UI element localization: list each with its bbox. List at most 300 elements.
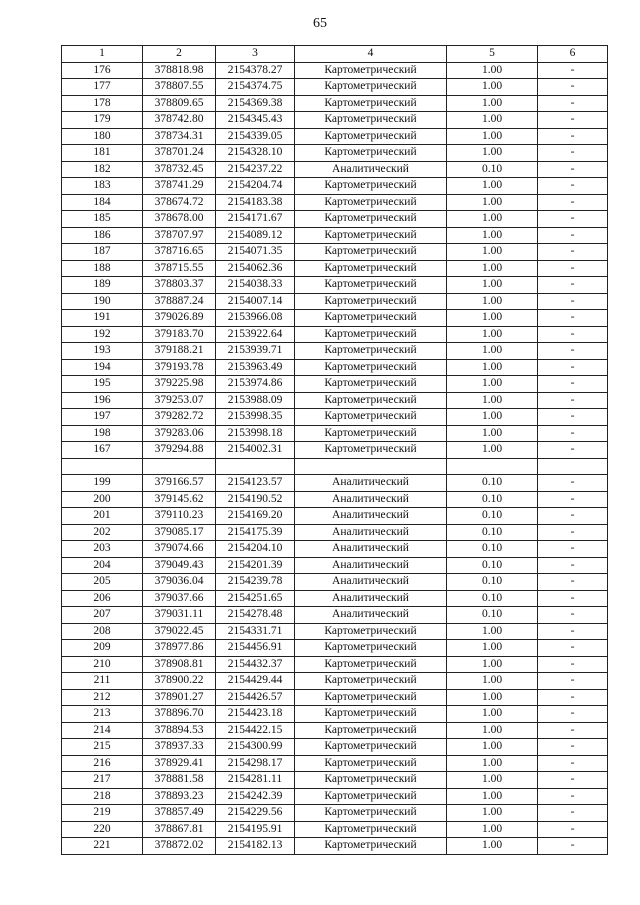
x-coordinate-cell: 378678.00: [143, 211, 216, 228]
x-coordinate-cell: 378809.65: [143, 95, 216, 112]
note-cell: -: [538, 211, 608, 228]
x-coordinate-cell: 379145.62: [143, 491, 216, 508]
accuracy-cell: 0.10: [447, 590, 538, 607]
note-cell: -: [538, 656, 608, 673]
point-number-cell: 194: [62, 359, 143, 376]
note-cell: -: [538, 425, 608, 442]
x-coordinate-cell: 379183.70: [143, 326, 216, 343]
y-coordinate-cell: 2153974.86: [216, 376, 295, 393]
x-coordinate-cell: 378894.53: [143, 722, 216, 739]
y-coordinate-cell: 2153998.35: [216, 409, 295, 426]
note-cell: -: [538, 260, 608, 277]
note-cell: -: [538, 475, 608, 492]
method-cell: [295, 458, 447, 475]
point-number-cell: 199: [62, 475, 143, 492]
note-cell: -: [538, 722, 608, 739]
point-number-cell: 209: [62, 640, 143, 657]
point-number-cell: 211: [62, 673, 143, 690]
x-coordinate-cell: 379074.66: [143, 541, 216, 558]
table-row: [62, 574, 608, 591]
y-coordinate-cell: 2154429.44: [216, 673, 295, 690]
method-cell: Картометрический: [295, 772, 447, 789]
method-cell: Картометрический: [295, 442, 447, 459]
method-cell: Картометрический: [295, 227, 447, 244]
x-coordinate-cell: 378937.33: [143, 739, 216, 756]
method-cell: Аналитический: [295, 574, 447, 591]
y-coordinate-cell: 2154002.31: [216, 442, 295, 459]
x-coordinate-cell: 379037.66: [143, 590, 216, 607]
table-row: [62, 425, 608, 442]
table-row: [62, 590, 608, 607]
method-cell: Аналитический: [295, 508, 447, 525]
point-number-cell: 220: [62, 821, 143, 838]
note-cell: -: [538, 112, 608, 129]
point-number-cell: 206: [62, 590, 143, 607]
table-row: [62, 359, 608, 376]
x-coordinate-cell: 379253.07: [143, 392, 216, 409]
method-cell: Картометрический: [295, 656, 447, 673]
y-coordinate-cell: 2153988.09: [216, 392, 295, 409]
note-cell: -: [538, 821, 608, 838]
note-cell: -: [538, 640, 608, 657]
note-cell: -: [538, 524, 608, 541]
accuracy-cell: 0.10: [447, 508, 538, 525]
method-cell: Картометрический: [295, 623, 447, 640]
y-coordinate-cell: 2154123.57: [216, 475, 295, 492]
x-coordinate-cell: 379283.06: [143, 425, 216, 442]
point-number-cell: 195: [62, 376, 143, 393]
accuracy-cell: 1.00: [447, 310, 538, 327]
table-row: [62, 623, 608, 640]
accuracy-cell: 1.00: [447, 392, 538, 409]
method-cell: Картометрический: [295, 425, 447, 442]
note-cell: -: [538, 623, 608, 640]
accuracy-cell: 1.00: [447, 194, 538, 211]
y-coordinate-cell: 2153922.64: [216, 326, 295, 343]
x-coordinate-cell: 378881.58: [143, 772, 216, 789]
point-number-cell: 178: [62, 95, 143, 112]
x-coordinate-cell: 379225.98: [143, 376, 216, 393]
method-cell: Аналитический: [295, 161, 447, 178]
accuracy-cell: 1.00: [447, 623, 538, 640]
accuracy-cell: 1.00: [447, 640, 538, 657]
column-header: 6: [538, 46, 608, 63]
method-cell: Картометрический: [295, 62, 447, 79]
y-coordinate-cell: 2154423.18: [216, 706, 295, 723]
y-coordinate-cell: 2153939.71: [216, 343, 295, 360]
method-cell: Картометрический: [295, 409, 447, 426]
point-number-cell: 200: [62, 491, 143, 508]
table-row: [62, 673, 608, 690]
accuracy-cell: 0.10: [447, 557, 538, 574]
accuracy-cell: 1.00: [447, 755, 538, 772]
y-coordinate-cell: 2154251.65: [216, 590, 295, 607]
x-coordinate-cell: 378867.81: [143, 821, 216, 838]
table-row: [62, 689, 608, 706]
note-cell: -: [538, 161, 608, 178]
method-cell: Картометрический: [295, 739, 447, 756]
table-row: [62, 821, 608, 838]
table-row: [62, 640, 608, 657]
y-coordinate-cell: 2154369.38: [216, 95, 295, 112]
method-cell: Картометрический: [295, 673, 447, 690]
note-cell: -: [538, 326, 608, 343]
method-cell: Аналитический: [295, 524, 447, 541]
note-cell: -: [538, 244, 608, 261]
x-coordinate-cell: 378893.23: [143, 788, 216, 805]
accuracy-cell: 1.00: [447, 244, 538, 261]
table-row: [62, 739, 608, 756]
point-number-cell: 202: [62, 524, 143, 541]
x-coordinate-cell: 378908.81: [143, 656, 216, 673]
note-cell: -: [538, 541, 608, 558]
x-coordinate-cell: 379193.78: [143, 359, 216, 376]
note-cell: -: [538, 62, 608, 79]
table-row: [62, 524, 608, 541]
method-cell: Картометрический: [295, 392, 447, 409]
x-coordinate-cell: 379049.43: [143, 557, 216, 574]
method-cell: Картометрический: [295, 376, 447, 393]
note-cell: -: [538, 79, 608, 96]
table-row: [62, 838, 608, 855]
point-number-cell: 191: [62, 310, 143, 327]
note-cell: -: [538, 689, 608, 706]
y-coordinate-cell: 2154456.91: [216, 640, 295, 657]
y-coordinate-cell: 2154204.74: [216, 178, 295, 195]
point-number-cell: 213: [62, 706, 143, 723]
method-cell: Картометрический: [295, 79, 447, 96]
note-cell: [538, 458, 608, 475]
accuracy-cell: 1.00: [447, 772, 538, 789]
point-number-cell: 185: [62, 211, 143, 228]
accuracy-cell: 1.00: [447, 343, 538, 360]
method-cell: Аналитический: [295, 491, 447, 508]
accuracy-cell: 1.00: [447, 79, 538, 96]
y-coordinate-cell: 2154229.56: [216, 805, 295, 822]
table-row: [62, 772, 608, 789]
y-coordinate-cell: 2154300.99: [216, 739, 295, 756]
point-number-cell: 196: [62, 392, 143, 409]
method-cell: Картометрический: [295, 145, 447, 162]
x-coordinate-cell: 378707.97: [143, 227, 216, 244]
method-cell: Картометрический: [295, 211, 447, 228]
point-number-cell: 177: [62, 79, 143, 96]
accuracy-cell: 1.00: [447, 211, 538, 228]
note-cell: -: [538, 607, 608, 624]
y-coordinate-cell: 2154298.17: [216, 755, 295, 772]
accuracy-cell: 1.00: [447, 788, 538, 805]
table-row: [62, 310, 608, 327]
method-cell: Картометрический: [295, 95, 447, 112]
method-cell: Аналитический: [295, 475, 447, 492]
note-cell: -: [538, 392, 608, 409]
x-coordinate-cell: 378929.41: [143, 755, 216, 772]
table-row: [62, 491, 608, 508]
table-row: [62, 62, 608, 79]
table-row: [62, 244, 608, 261]
table-row: [62, 607, 608, 624]
note-cell: -: [538, 227, 608, 244]
point-number-cell: 207: [62, 607, 143, 624]
table-row: [62, 475, 608, 492]
point-number-cell: 219: [62, 805, 143, 822]
y-coordinate-cell: 2154062.36: [216, 260, 295, 277]
note-cell: -: [538, 442, 608, 459]
table-row: [62, 442, 608, 459]
point-number-cell: 180: [62, 128, 143, 145]
x-coordinate-cell: 378732.45: [143, 161, 216, 178]
table-row: [62, 326, 608, 343]
accuracy-cell: 1.00: [447, 821, 538, 838]
y-coordinate-cell: 2154242.39: [216, 788, 295, 805]
accuracy-cell: 1.00: [447, 689, 538, 706]
point-number-cell: 190: [62, 293, 143, 310]
x-coordinate-cell: 379085.17: [143, 524, 216, 541]
column-header: 4: [295, 46, 447, 63]
accuracy-cell: 1.00: [447, 409, 538, 426]
note-cell: -: [538, 788, 608, 805]
point-number-cell: 176: [62, 62, 143, 79]
x-coordinate-cell: 378734.31: [143, 128, 216, 145]
table-row: [62, 805, 608, 822]
method-cell: Картометрический: [295, 310, 447, 327]
point-number-cell: 198: [62, 425, 143, 442]
note-cell: -: [538, 376, 608, 393]
note-cell: -: [538, 673, 608, 690]
y-coordinate-cell: 2154278.48: [216, 607, 295, 624]
accuracy-cell: 1.00: [447, 145, 538, 162]
note-cell: -: [538, 343, 608, 360]
method-cell: Аналитический: [295, 590, 447, 607]
y-coordinate-cell: [216, 458, 295, 475]
y-coordinate-cell: 2154426.57: [216, 689, 295, 706]
y-coordinate-cell: 2153998.18: [216, 425, 295, 442]
accuracy-cell: [447, 458, 538, 475]
accuracy-cell: 1.00: [447, 227, 538, 244]
point-number-cell: 182: [62, 161, 143, 178]
note-cell: -: [538, 557, 608, 574]
point-number-cell: 205: [62, 574, 143, 591]
y-coordinate-cell: 2154374.75: [216, 79, 295, 96]
method-cell: Картометрический: [295, 689, 447, 706]
accuracy-cell: 1.00: [447, 722, 538, 739]
y-coordinate-cell: 2154182.13: [216, 838, 295, 855]
method-cell: Картометрический: [295, 722, 447, 739]
point-number-cell: 204: [62, 557, 143, 574]
y-coordinate-cell: 2154331.71: [216, 623, 295, 640]
x-coordinate-cell: 379036.04: [143, 574, 216, 591]
point-number-cell: 193: [62, 343, 143, 360]
table-row: [62, 95, 608, 112]
x-coordinate-cell: 378715.55: [143, 260, 216, 277]
point-number-cell: 179: [62, 112, 143, 129]
accuracy-cell: 1.00: [447, 376, 538, 393]
y-coordinate-cell: 2154190.52: [216, 491, 295, 508]
method-cell: Картометрический: [295, 706, 447, 723]
method-cell: Картометрический: [295, 788, 447, 805]
method-cell: Картометрический: [295, 260, 447, 277]
method-cell: Картометрический: [295, 128, 447, 145]
point-number-cell: 217: [62, 772, 143, 789]
y-coordinate-cell: 2154204.10: [216, 541, 295, 558]
accuracy-cell: 1.00: [447, 326, 538, 343]
point-number-cell: 203: [62, 541, 143, 558]
accuracy-cell: 0.10: [447, 541, 538, 558]
note-cell: -: [538, 574, 608, 591]
point-number-cell: 167: [62, 442, 143, 459]
x-coordinate-cell: 378977.86: [143, 640, 216, 657]
note-cell: -: [538, 491, 608, 508]
note-cell: -: [538, 359, 608, 376]
y-coordinate-cell: 2154183.38: [216, 194, 295, 211]
note-cell: -: [538, 194, 608, 211]
table-row: [62, 656, 608, 673]
note-cell: -: [538, 805, 608, 822]
y-coordinate-cell: 2154201.39: [216, 557, 295, 574]
method-cell: Аналитический: [295, 607, 447, 624]
point-number-cell: 189: [62, 277, 143, 294]
y-coordinate-cell: 2154071.35: [216, 244, 295, 261]
point-number-cell: 184: [62, 194, 143, 211]
y-coordinate-cell: 2154281.11: [216, 772, 295, 789]
method-cell: Картометрический: [295, 838, 447, 855]
method-cell: Картометрический: [295, 326, 447, 343]
accuracy-cell: 1.00: [447, 425, 538, 442]
method-cell: Картометрический: [295, 359, 447, 376]
point-number-cell: [62, 458, 143, 475]
point-number-cell: 215: [62, 739, 143, 756]
y-coordinate-cell: 2154432.37: [216, 656, 295, 673]
table-row: [62, 706, 608, 723]
x-coordinate-cell: 379022.45: [143, 623, 216, 640]
table-row: [62, 508, 608, 525]
x-coordinate-cell: 378742.80: [143, 112, 216, 129]
table-row: [62, 194, 608, 211]
note-cell: -: [538, 178, 608, 195]
method-cell: Картометрический: [295, 821, 447, 838]
x-coordinate-cell: 378674.72: [143, 194, 216, 211]
accuracy-cell: 1.00: [447, 128, 538, 145]
x-coordinate-cell: [143, 458, 216, 475]
table-row: [62, 376, 608, 393]
accuracy-cell: 1.00: [447, 706, 538, 723]
note-cell: -: [538, 145, 608, 162]
point-number-cell: 221: [62, 838, 143, 855]
table-row: [62, 227, 608, 244]
page-number: 65: [313, 16, 327, 31]
y-coordinate-cell: 2154089.12: [216, 227, 295, 244]
x-coordinate-cell: 379166.57: [143, 475, 216, 492]
point-number-cell: 212: [62, 689, 143, 706]
x-coordinate-cell: 379110.23: [143, 508, 216, 525]
method-cell: Аналитический: [295, 557, 447, 574]
x-coordinate-cell: 379031.11: [143, 607, 216, 624]
point-number-cell: 210: [62, 656, 143, 673]
method-cell: Картометрический: [295, 194, 447, 211]
accuracy-cell: 1.00: [447, 178, 538, 195]
y-coordinate-cell: 2153963.49: [216, 359, 295, 376]
accuracy-cell: 0.10: [447, 491, 538, 508]
accuracy-cell: 0.10: [447, 574, 538, 591]
y-coordinate-cell: 2154237.22: [216, 161, 295, 178]
y-coordinate-cell: 2154345.43: [216, 112, 295, 129]
x-coordinate-cell: 379294.88: [143, 442, 216, 459]
table-row: [62, 788, 608, 805]
table-row: [62, 343, 608, 360]
note-cell: -: [538, 508, 608, 525]
accuracy-cell: 1.00: [447, 95, 538, 112]
x-coordinate-cell: 378872.02: [143, 838, 216, 855]
note-cell: -: [538, 277, 608, 294]
note-cell: -: [538, 590, 608, 607]
x-coordinate-cell: 378818.98: [143, 62, 216, 79]
column-header: 3: [216, 46, 295, 63]
accuracy-cell: 1.00: [447, 359, 538, 376]
table-row: [62, 557, 608, 574]
table-row: [62, 541, 608, 558]
column-header: 2: [143, 46, 216, 63]
note-cell: -: [538, 95, 608, 112]
table-row: [62, 145, 608, 162]
table-row: [62, 277, 608, 294]
method-cell: Картометрический: [295, 244, 447, 261]
note-cell: -: [538, 128, 608, 145]
point-number-cell: 188: [62, 260, 143, 277]
point-number-cell: 208: [62, 623, 143, 640]
point-number-cell: 192: [62, 326, 143, 343]
x-coordinate-cell: 378900.22: [143, 673, 216, 690]
note-cell: -: [538, 739, 608, 756]
coordinates-table: [61, 45, 608, 855]
point-number-cell: 201: [62, 508, 143, 525]
method-cell: Аналитический: [295, 541, 447, 558]
point-number-cell: 186: [62, 227, 143, 244]
method-cell: Картометрический: [295, 343, 447, 360]
point-number-cell: 183: [62, 178, 143, 195]
x-coordinate-cell: 378896.70: [143, 706, 216, 723]
column-header: 5: [447, 46, 538, 63]
column-header: 1: [62, 46, 143, 63]
table-row: [62, 409, 608, 426]
note-cell: -: [538, 310, 608, 327]
y-coordinate-cell: 2154328.10: [216, 145, 295, 162]
y-coordinate-cell: 2154339.05: [216, 128, 295, 145]
note-cell: -: [538, 409, 608, 426]
table-row: [62, 79, 608, 96]
x-coordinate-cell: 378803.37: [143, 277, 216, 294]
table-body: [62, 62, 608, 854]
point-number-cell: 214: [62, 722, 143, 739]
y-coordinate-cell: 2154007.14: [216, 293, 295, 310]
y-coordinate-cell: 2154422.15: [216, 722, 295, 739]
table-row: [62, 722, 608, 739]
y-coordinate-cell: 2154175.39: [216, 524, 295, 541]
method-cell: Картометрический: [295, 805, 447, 822]
x-coordinate-cell: 379026.89: [143, 310, 216, 327]
table-row: [62, 211, 608, 228]
table-row: [62, 755, 608, 772]
accuracy-cell: 1.00: [447, 293, 538, 310]
accuracy-cell: 1.00: [447, 739, 538, 756]
table-row: [62, 392, 608, 409]
accuracy-cell: 0.10: [447, 524, 538, 541]
accuracy-cell: 0.10: [447, 607, 538, 624]
accuracy-cell: 1.00: [447, 838, 538, 855]
note-cell: -: [538, 772, 608, 789]
y-coordinate-cell: 2154195.91: [216, 821, 295, 838]
y-coordinate-cell: 2154171.67: [216, 211, 295, 228]
table-header-row: [62, 46, 608, 63]
